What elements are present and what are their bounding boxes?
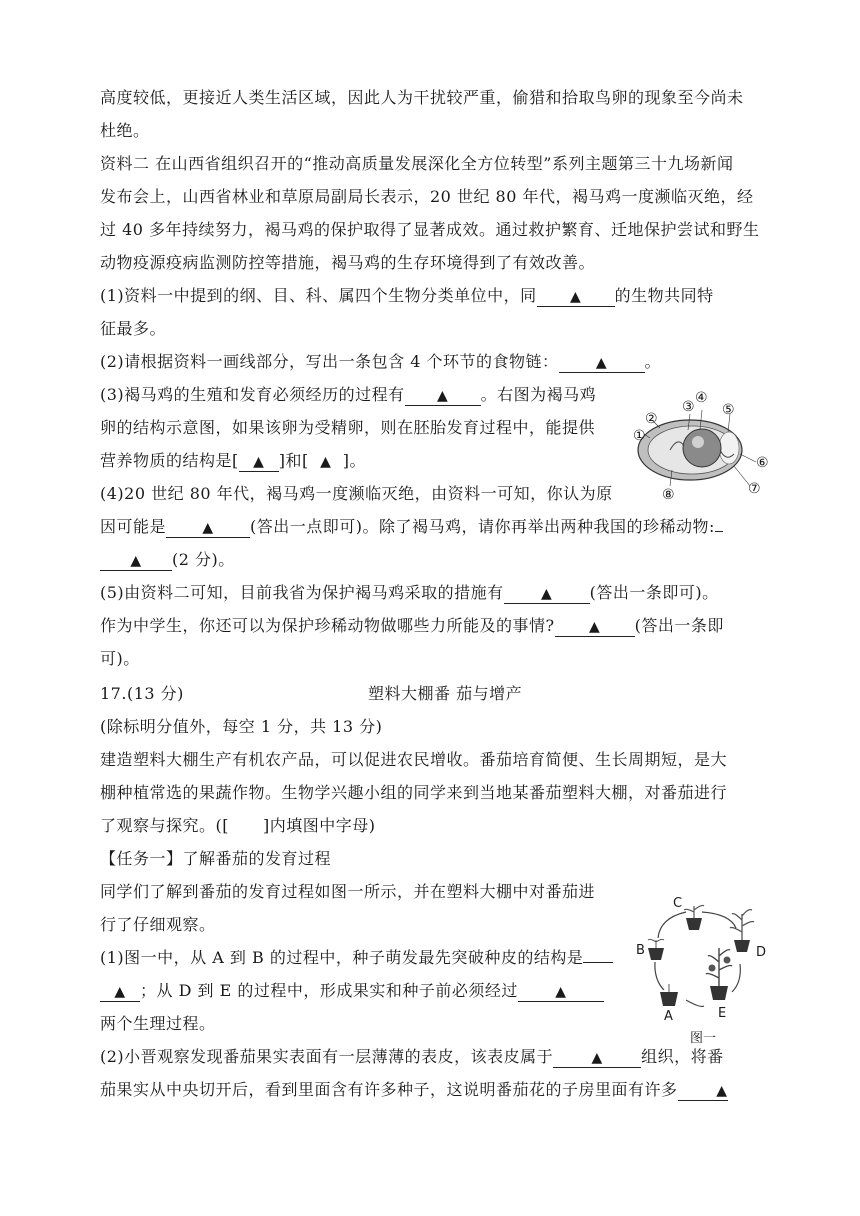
cycle-label-e: E	[718, 1006, 727, 1021]
answer-blank[interactable]	[504, 584, 590, 604]
question-text: (1)图一中，从 A 到 B 的过程中，种子萌发最先突破种皮的结构是	[100, 948, 584, 967]
triangle-mark: ▲	[595, 355, 608, 371]
triangle-mark: ▲	[570, 289, 582, 305]
section-title: 塑料大棚番 茄与增产	[368, 684, 523, 703]
question-5	[100, 583, 719, 604]
text-line: 棚种植常选的果蔬作物。生物学兴趣小组的同学来到当地某番茄塑料大棚，对番茄进行	[100, 783, 728, 802]
question-text: (答出一条即	[634, 616, 724, 635]
triangle-mark: ▲	[437, 388, 449, 404]
text-line: 资料二 在山西省组织召开的“推动高质量发展深化全方位转型”系列主题第三十九场新闻	[100, 154, 734, 173]
triangle-mark: ▲	[541, 586, 553, 602]
answer-blank[interactable]	[100, 982, 140, 1002]
triangle-mark: ▲	[114, 984, 126, 1000]
text-line: 两个生理过程。	[100, 1014, 216, 1033]
text-line: 杜绝。	[100, 121, 150, 140]
question-3-structures	[100, 451, 366, 472]
question-text: (2 分)。	[172, 550, 235, 569]
text-line: 可)。	[100, 649, 140, 668]
answer-blank[interactable]	[553, 1048, 641, 1068]
cycle-label-b: B	[636, 943, 645, 958]
question-text: (2)请根据资料一画线部分，写出一条包含 4 个环节的食物链：	[100, 352, 559, 371]
task-heading: 【任务一】了解番茄的发育过程	[100, 849, 332, 868]
egg-label: ⑤	[722, 402, 735, 418]
text-line: 动物疫源疫病监测防控等措施，褐马鸡的生存环境得到了有效改善。	[100, 253, 596, 272]
answer-blank-start[interactable]	[583, 962, 613, 963]
egg-label: ③	[682, 399, 695, 415]
tomato-cycle-figure	[630, 888, 780, 1048]
egg-label: ④	[695, 390, 708, 406]
triangle-mark: ▲	[591, 1050, 603, 1066]
triangle-mark: ▲	[253, 454, 265, 470]
answer-blank[interactable]	[518, 982, 604, 1002]
question-text: 作为中学生，你还可以为保护珍稀动物做哪些力所能及的事情?	[100, 616, 555, 635]
egg-label: ⑧	[662, 487, 675, 503]
answer-blank-start[interactable]	[715, 531, 723, 532]
answer-blank[interactable]	[100, 551, 172, 571]
text-line: 同学们了解到番茄的发育过程如图一所示，并在塑料大棚中对番茄进	[100, 882, 596, 901]
egg-label: ②	[645, 411, 658, 427]
triangle-mark: ▲	[588, 619, 601, 635]
text-line: 卵的结构示意图，如果该卵为受精卵，则在胚胎发育过程中，能提供	[100, 418, 596, 437]
answer-blank[interactable]	[309, 451, 343, 472]
text-line: 行了仔细观察。	[100, 915, 216, 934]
question-text: (答出一点即可)。除了褐马鸡，请你再举出两种我国的珍稀动物:	[250, 517, 715, 536]
question-17-number: 17.(13 分)	[100, 684, 184, 703]
question-text: 营养物质的结构是[	[100, 451, 239, 470]
question-text: 。	[644, 352, 662, 371]
text-line: 过 40 多年持续努力，褐马鸡的保护取得了显著成效。通过救护繁育、迁地保护尝试和野生	[100, 220, 760, 239]
question-text: (答出一条即可)。	[589, 583, 719, 602]
text-line	[100, 816, 376, 836]
question-text	[100, 948, 613, 968]
question-4	[100, 517, 723, 538]
answer-blank[interactable]	[559, 353, 645, 373]
question-text: (5)由资料二可知，目前我省为保护褐马鸡采取的措施有	[100, 583, 504, 602]
triangle-mark: ▲	[716, 1083, 728, 1099]
egg-label: ⑥	[756, 455, 769, 471]
answer-blank[interactable]	[555, 617, 635, 637]
question-text: 了观察与探究。([	[100, 816, 229, 835]
answer-blank[interactable]	[678, 1081, 728, 1101]
cycle-label-c: C	[673, 896, 683, 911]
question-1	[100, 286, 714, 307]
question-text: 因可能是	[100, 517, 167, 536]
question-text: (1)资料一中提到的纲、目、科、属四个生物分类单位中，同	[100, 286, 537, 305]
question-text: ；从 D 到 E 的过程中，形成果实和种子前必须经过	[140, 981, 518, 1000]
text-line: 建造塑料大棚生产有机农产品，可以促进农民增收。番茄培育简便、生长周期短，是大	[100, 750, 728, 769]
triangle-mark: ▲	[320, 454, 332, 470]
question-text: 茄果实从中央切开后，看到里面含有许多种子，这说明番茄花的子房里面有许多	[100, 1080, 678, 1099]
question-text: 的生物共同特	[614, 286, 714, 305]
question-2	[100, 352, 661, 373]
question-text	[100, 1047, 724, 1068]
text-line: 发布会上，山西省林业和草原局副局长表示，20 世纪 80 年代，褐马鸡一度濒临灭绝，经	[100, 187, 754, 206]
text-line: (4)20 世纪 80 年代，褐马鸡一度濒临灭绝，由资料一可知，你认为原	[100, 484, 613, 503]
figure-caption: 图一	[690, 1031, 717, 1046]
answer-blank[interactable]	[537, 287, 615, 307]
question-text: ]和[	[278, 451, 309, 470]
question-text: (3)褐马鸡的生殖和发育必须经历的过程有	[100, 385, 405, 404]
cycle-label-d: D	[756, 945, 767, 960]
question-text: ]。	[342, 451, 366, 470]
triangle-mark: ▲	[555, 984, 567, 1000]
question-text	[100, 981, 604, 1002]
answer-blank[interactable]	[239, 452, 279, 472]
question-3	[100, 385, 596, 406]
text-line: 征最多。	[100, 319, 167, 338]
question-text	[100, 1080, 728, 1101]
question-text: 。右图为褐马鸡	[480, 385, 597, 404]
question-5-cont	[100, 616, 724, 637]
egg-label: ①	[633, 428, 646, 444]
triangle-mark: ▲	[130, 553, 142, 569]
question-text: ]内填图中字母)	[263, 816, 376, 835]
text-line: 高度较低，更接近人类生活区域，因此人为干扰较严重，偷猎和拾取鸟卵的现象至今尚未	[100, 88, 744, 107]
egg-label: ⑦	[748, 481, 761, 497]
text-line: (除标明分值外，每空 1 分，共 13 分)	[100, 717, 383, 736]
cycle-label-a: A	[664, 1009, 673, 1024]
question-text: 组织，将番	[641, 1047, 724, 1066]
question-4-cont	[100, 550, 235, 571]
answer-blank[interactable]	[166, 518, 250, 538]
answer-blank[interactable]	[405, 386, 481, 406]
triangle-mark: ▲	[202, 520, 214, 536]
question-text: (2)小晋观察发现番茄果实表面有一层薄薄的表皮，该表皮属于	[100, 1047, 554, 1066]
